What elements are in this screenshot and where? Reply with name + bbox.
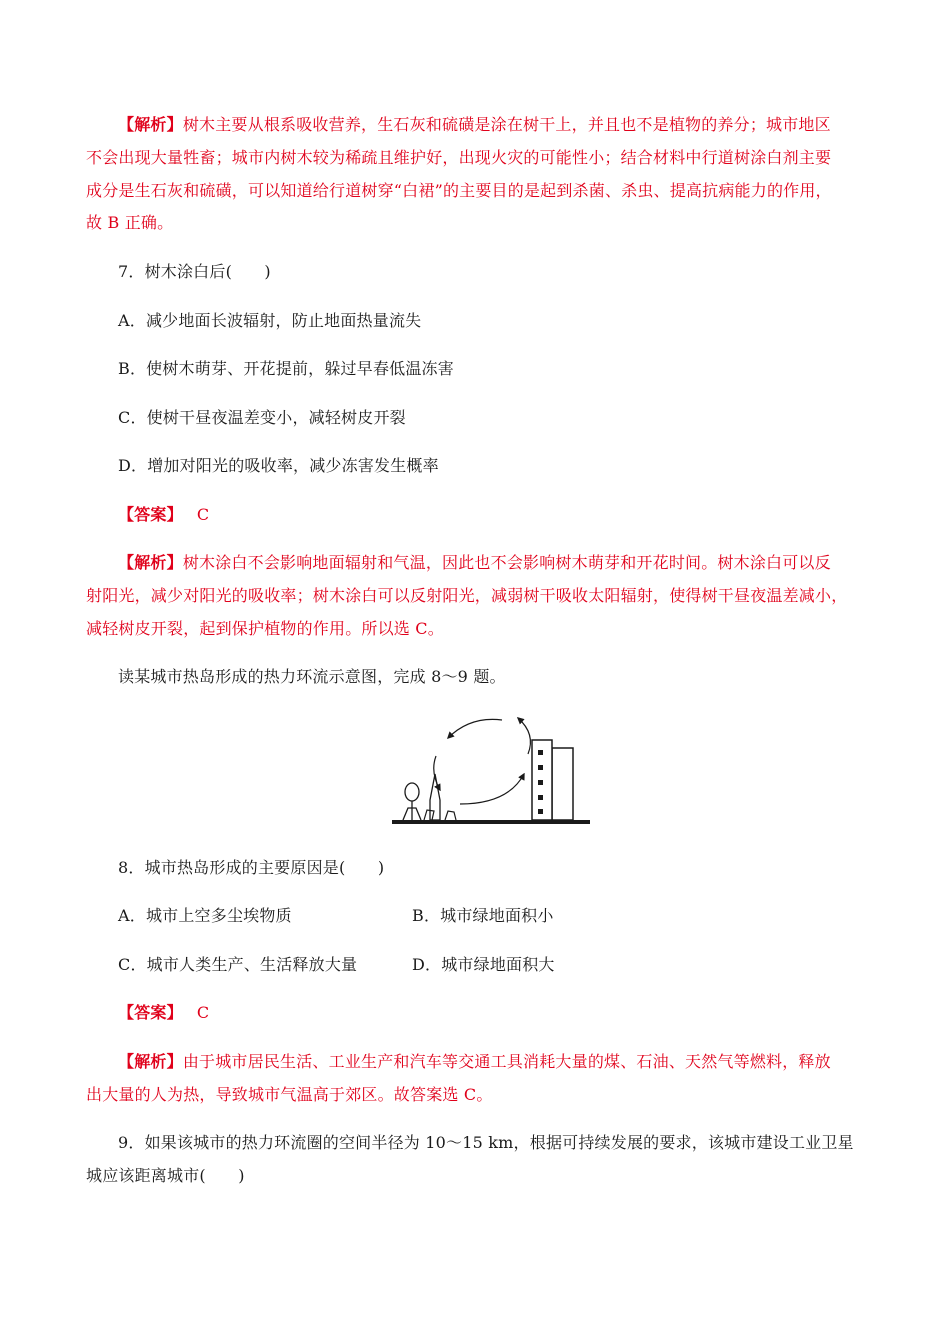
q8-analysis-line-2: 出大量的人为热，导致城市气温高于郊区。故答案选 C。: [86, 1085, 493, 1104]
analysis-tag: 【解析】: [118, 115, 183, 134]
arrow-upper-left: [448, 719, 502, 738]
analysis-text: 由于城市居民生活、工业生产和汽车等交通工具消耗大量的煤、石油、天然气等燃料，释放: [182, 1052, 831, 1071]
q7-option-c: C．使树干昼夜温差变小，减轻树皮开裂: [118, 408, 406, 427]
analysis6-line-1: [118, 115, 831, 135]
q8-options-row-2: [118, 955, 818, 975]
q8-option-a: A．城市上空多尘埃物质: [118, 906, 292, 925]
q8-analysis-line-1: [118, 1052, 831, 1072]
intro-8-9: 读某城市热岛形成的热力环流示意图，完成 8～9 题。: [118, 667, 506, 686]
q7-analysis-line-1: [118, 553, 831, 573]
tree-icon: [403, 783, 421, 820]
q8-answer: [118, 1003, 209, 1023]
heat-island-diagram: [390, 712, 595, 830]
q7-stem: 7．树木涂白后( ): [118, 262, 271, 281]
q9-stem-line-2: 城应该距离城市( ): [86, 1166, 245, 1185]
q7-option-b: B．使树木萌芽、开花提前，躲过早春低温冻害: [118, 359, 454, 378]
answer-value: C: [196, 1003, 210, 1022]
q8-option-b: B．城市绿地面积小: [412, 906, 554, 925]
q7-analysis-line-3: 减轻树皮开裂，起到保护植物的作用。所以选 C。: [86, 619, 444, 638]
answer-value: C: [196, 505, 210, 524]
analysis6-line-2: 不会出现大量牲畜；城市内树木较为稀疏且维护好，出现火灾的可能性小；结合材料中行道树涂白剂主要: [86, 148, 832, 167]
tree-icon: [430, 774, 440, 820]
q7-option-a: A．减少地面长波辐射，防止地面热量流失: [118, 311, 422, 330]
q7-answer: [118, 505, 209, 525]
arrow-down-left: [434, 756, 440, 790]
q8-stem: 8．城市热岛形成的主要原因是( ): [118, 858, 385, 877]
analysis-tag: 【解析】: [118, 1052, 183, 1071]
q7-option-d: D．增加对阳光的吸收率，减少冻害发生概率: [118, 456, 439, 475]
q8-option-d: D．城市绿地面积大: [412, 955, 555, 974]
analysis-tag: 【解析】: [118, 553, 183, 572]
q9-stem-line-1: 9．如果该城市的热力环流圈的空间半径为 10～15 km，根据可持续发展的要求，该城市建设工业卫星: [118, 1133, 854, 1152]
q8-options-row-1: [118, 906, 818, 926]
q8-option-c: C．城市人类生产、生活释放大量: [118, 955, 358, 974]
arrow-up-right: [518, 718, 530, 754]
answer-tag: 【答案】: [118, 505, 183, 524]
q7-analysis-line-2: 射阳光，减少对阳光的吸收率；树木涂白可以反射阳光，减弱树干吸收太阳辐射，使得树干昼夜温差减小，: [86, 586, 848, 605]
answer-tag: 【答案】: [118, 1003, 183, 1022]
analysis6-line-4: 故 B 正确。: [86, 213, 174, 232]
analysis-text: 树木主要从根系吸收营养，生石灰和硫磺是涂在树干上，并且也不是植物的养分；城市地区: [182, 115, 831, 134]
arrow-lower-right: [460, 774, 524, 804]
analysis-text: 树木涂白不会影响地面辐射和气温，因此也不会影响树木萌芽和开花时间。树木涂白可以反: [182, 553, 831, 572]
analysis6-line-3: 成分是生石灰和硫磺，可以知道给行道树穿“白裙”的主要目的是起到杀菌、杀虫、提高抗病能力的作用，: [86, 181, 832, 200]
